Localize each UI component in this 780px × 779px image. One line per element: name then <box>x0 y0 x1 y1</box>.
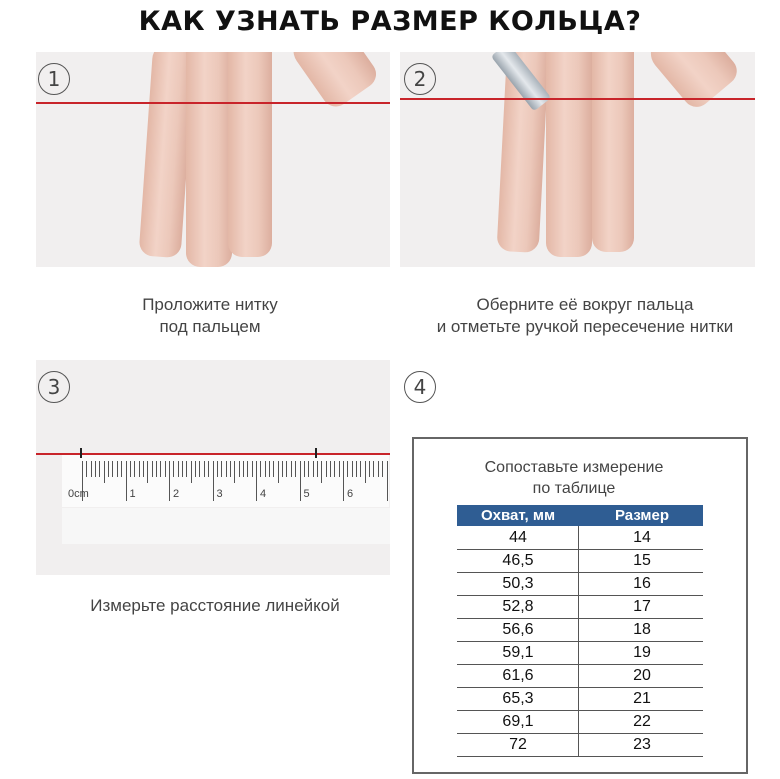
ruler-tick <box>256 461 257 501</box>
ruler-tick <box>169 461 170 501</box>
step-2-caption-line1: Оберните её вокруг пальца <box>476 295 694 314</box>
ruler-tick <box>356 461 357 477</box>
girth-cell: 72 <box>509 736 527 753</box>
ruler-tick <box>378 461 379 477</box>
finger <box>644 52 743 113</box>
ruler-tick <box>239 461 240 477</box>
finger <box>592 52 634 252</box>
ruler-tick <box>365 461 366 483</box>
step-1-photo <box>36 52 390 267</box>
ruler-tick <box>313 461 314 477</box>
girth-cell: 46,5 <box>502 552 534 569</box>
ruler-tick <box>304 461 305 477</box>
table-row <box>457 665 703 688</box>
girth-cell: 52,8 <box>502 598 534 615</box>
step-1-caption-line2: под пальцем <box>159 317 261 336</box>
size-cell: 18 <box>633 621 651 638</box>
ruler-tick <box>108 461 109 477</box>
red-thread <box>400 98 755 100</box>
finger <box>546 52 592 257</box>
step-3-caption-line1: Измерьте расстояние линейкой <box>90 596 340 615</box>
column-header-size: Размер <box>614 507 670 524</box>
ruler-tick <box>143 461 144 477</box>
step-4-number: 4 <box>404 371 436 403</box>
table-row <box>457 527 703 550</box>
table-row <box>457 711 703 734</box>
ruler-tick <box>243 461 244 477</box>
ruler-tick <box>369 461 370 477</box>
ruler-tick <box>387 461 388 501</box>
ruler-tick <box>260 461 261 477</box>
ruler-tick <box>156 461 157 477</box>
ruler-tick <box>339 461 340 477</box>
ruler-tick <box>230 461 231 477</box>
ruler-tick <box>117 461 118 477</box>
ruler-tick <box>282 461 283 477</box>
ruler-tick <box>343 461 344 501</box>
table-row <box>457 734 703 757</box>
ruler-tick <box>347 461 348 477</box>
ruler-tick <box>213 461 214 501</box>
size-cell: 22 <box>633 713 651 730</box>
ruler-tick <box>330 461 331 477</box>
ruler-tick <box>247 461 248 477</box>
ruler-tick <box>173 461 174 477</box>
ruler-tick <box>160 461 161 477</box>
ruler-tick <box>334 461 335 477</box>
size-cell: 16 <box>633 575 651 592</box>
step-1-caption <box>80 294 340 338</box>
ruler-tick <box>269 461 270 477</box>
ruler-tick <box>226 461 227 477</box>
ruler-tick <box>152 461 153 477</box>
column-divider <box>578 526 579 757</box>
girth-cell: 59,1 <box>502 644 534 661</box>
table-title-line1: Сопоставьте измерение <box>484 459 664 476</box>
girth-cell: 50,3 <box>502 575 534 592</box>
size-table <box>412 437 748 774</box>
ruler-tick <box>147 461 148 483</box>
ruler-label: 3 <box>216 488 223 500</box>
ruler-label: 1 <box>129 488 136 500</box>
size-cell: 14 <box>633 529 651 546</box>
ruler-tick <box>186 461 187 477</box>
size-cell: 20 <box>633 667 651 684</box>
ruler <box>62 455 389 507</box>
step-2-photo <box>400 52 755 267</box>
table-row <box>457 596 703 619</box>
finger <box>228 52 272 257</box>
ruler-tick <box>295 461 296 477</box>
table-row <box>457 642 703 665</box>
ruler-tick <box>126 461 127 501</box>
girth-cell: 44 <box>509 529 527 546</box>
ruler-tick <box>273 461 274 477</box>
ruler-lower-band <box>62 508 390 544</box>
step-1-caption-line1: Проложите нитку <box>142 295 278 314</box>
ruler-tick <box>326 461 327 477</box>
table-row <box>457 688 703 711</box>
thread-mark <box>315 448 317 458</box>
ruler-tick <box>165 461 166 477</box>
ruler-tick <box>217 461 218 477</box>
page-title: КАК УЗНАТЬ РАЗМЕР КОЛЬЦА? <box>138 6 642 37</box>
ruler-tick <box>104 461 105 483</box>
ruler-tick <box>265 461 266 477</box>
ruler-tick <box>252 461 253 477</box>
ruler-tick <box>91 461 92 477</box>
column-header-girth: Охват, мм <box>480 507 556 524</box>
step-1-number: 1 <box>38 63 70 95</box>
ruler-tick <box>199 461 200 477</box>
ruler-tick <box>178 461 179 477</box>
ruler-label: 2 <box>173 488 180 500</box>
red-thread <box>36 453 390 455</box>
size-cell: 19 <box>633 644 651 661</box>
ruler-tick <box>121 461 122 477</box>
table-title-line2: по таблице <box>532 480 616 497</box>
step-2-number: 2 <box>404 63 436 95</box>
table-row <box>457 550 703 573</box>
step-2-caption <box>400 294 770 338</box>
ruler-tick <box>373 461 374 477</box>
ruler-tick <box>352 461 353 477</box>
table-row <box>457 619 703 642</box>
ruler-tick <box>195 461 196 477</box>
size-cell: 21 <box>633 690 651 707</box>
ruler-tick <box>317 461 318 477</box>
ruler-tick <box>99 461 100 477</box>
step-3-caption <box>40 595 390 617</box>
ruler-tick <box>234 461 235 483</box>
ruler-tick <box>308 461 309 477</box>
ruler-tick <box>112 461 113 477</box>
size-cell: 17 <box>633 598 651 615</box>
ruler-tick <box>300 461 301 501</box>
ruler-tick <box>191 461 192 483</box>
ruler-tick <box>208 461 209 477</box>
step-3-number: 3 <box>38 371 70 403</box>
ruler-tick <box>286 461 287 477</box>
girth-cell: 65,3 <box>502 690 534 707</box>
ruler-tick <box>86 461 87 477</box>
step-2-caption-line2: и отметьте ручкой пересечение нитки <box>436 317 734 336</box>
ruler-tick <box>139 461 140 477</box>
table-title <box>414 457 734 499</box>
finger <box>186 52 232 267</box>
table-row <box>457 573 703 596</box>
ruler-tick <box>95 461 96 477</box>
size-cell: 15 <box>633 552 651 569</box>
ruler-tick <box>130 461 131 477</box>
girth-cell: 69,1 <box>502 713 534 730</box>
ruler-tick <box>278 461 279 483</box>
ruler-tick <box>182 461 183 477</box>
girth-cell: 61,6 <box>502 667 534 684</box>
ruler-tick <box>321 461 322 483</box>
ruler-tick <box>204 461 205 477</box>
ruler-tick <box>382 461 383 477</box>
table-header <box>457 505 703 526</box>
ruler-tick <box>134 461 135 477</box>
ruler-tick <box>291 461 292 477</box>
ruler-label: 5 <box>303 488 310 500</box>
ruler-label: 6 <box>347 488 354 500</box>
red-thread <box>36 102 390 104</box>
size-cell: 23 <box>633 736 651 753</box>
girth-cell: 56,6 <box>502 621 534 638</box>
thread-mark <box>80 448 82 458</box>
ruler-tick <box>221 461 222 477</box>
ruler-label: 0cm <box>68 488 89 500</box>
ruler-label: 4 <box>260 488 267 500</box>
ruler-tick <box>360 461 361 477</box>
